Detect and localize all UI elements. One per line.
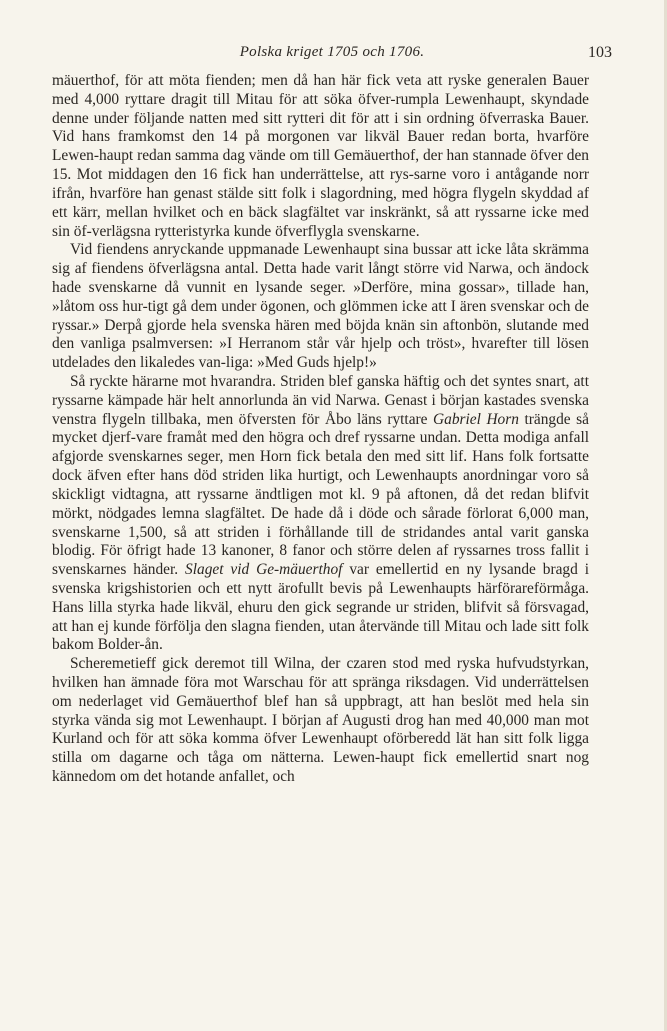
paragraph-4	[52, 655, 589, 787]
page-number: 103	[588, 44, 612, 61]
battle-name: Slaget vid Ge-mäuerthof	[185, 561, 343, 579]
page-header	[52, 44, 612, 70]
text-run: trängde så mycket djerf-vare framåt med den högra och dref ryssarne undan. Detta modiga anfall afgjorde svenskarnes seger, men Horn fick betala den med sitt lif. Hans folk fortsatte dock äfven efter hans död striden lika hurtigt, och Lewenhaupts anordningar voro så skickligt vidtagna, att ryssarne ändtligen mot kl. 9 på aftonen, då det redan blifvit mörkt, nödgades lemna slagfältet. De hade då i döde och sårade förlorat 6,000 man, svenskarne 1,500, så att striden i förhållande till de stridandes antal varit ganska blodig. För öfrigt hade 13 kanoner, 8 fanor och större delen af ryssarnes tross fallit i svenskarnes händer.	[52, 410, 589, 579]
paragraph-3	[52, 373, 589, 655]
person-name-gabriel-horn: Gabriel Horn	[433, 410, 519, 428]
text-run: Vid fiendens anryckande uppmanade Lewenhaupt sina bussar att icke låta skrämma sig af fiendens öfverlägsna antal. Detta hade varit långt större vid Narwa, och ändock hade svenskarne då vunnit en lysande seger. »Derföre, mina gossar», tillade han, »låtom oss hur-tigt gå dem under ögonen, och glömmen icke att I ären svenskar och de ryssar.» Derpå gjorde hela svenska hären med böjda knän sin aftonbön, slutande med den vanliga psalmversen: »I Herranom står vår hjelp och tröst», hvarefter till lösen utdelades den likaledes van-liga: »Med Guds hjelp!»	[52, 241, 589, 372]
paragraph-1	[52, 72, 589, 241]
body-text	[52, 72, 589, 787]
text-run: Så ryckte härarne mot hvarandra. Striden blef ganska häftig och det syntes snart, att ryssarne kämpade här helt annorlunda än vid Narwa. Genast i början kastades svenska venstra flygeln tillbaka, men öfversten för Åbo läns ryttare	[52, 373, 589, 428]
paragraph-2	[52, 241, 589, 373]
text-run: Scheremetieff gick deremot till Wilna, der czaren stod med ryska hufvudstyrkan, hvilken han ämnade föra mot Warschau för att spränga riksdagen. Vid underrättelsen om nederlaget vid Gemäuerthof blef han så uppbragt, att han beslöt med hela sin styrka vända sig mot Lewenhaupt. I början af Augusti drog han med 40,000 man mot Kurland och för att söka komma öfver Lewenhaupt oförberedd lät han sitt folk ligga stilla om dagarne och tåga om nätterna. Lewen-haupt fick emellertid snart nog kännedom om det hotande anfallet, och	[52, 655, 589, 786]
text-run: var emellertid en ny lysande bragd i svenska krigshistorien och ett nytt ärofullt bevis på Lewenhaupts härförareförmåga. Hans lilla styrka hade likväl, ehuru den gick segrande ur striden, blifvit så försvagad, att han ej kunde förfölja den slagna fienden, utan återvände till Mitau och lade sitt folk bakom Bolder-ån.	[52, 561, 589, 654]
text-run: mäuerthof, för att möta fienden; men då han här fick veta att ryske generalen Bauer med 4,000 ryttare dragit till Mitau för att söka öfver-rumpla Lewenhaupt, skyndade denne under följande natten med sitt rytteri dit för att i sin ordning öfverraska Bauer. Vid hans framkomst den 14 på morgonen var likväl Bauer redan borta, hvarföre Lewen-haupt redan samma dag vände om till Gemäuerthof, der han stannade öfver den 15. Mot middagen den 16 fick han underrättelse, att rys-sarne voro i antågande norr ifrån, hvarföre han genast stälde sitt folk i slagordning, med högra flygeln skyddad af ett kärr, mellan hvilket och en bäck slagfältet var inskränkt, så att ryssarne icke med sin öf-verlägsna rytteristyrka kunde öfverflygla svenskarne.	[52, 72, 589, 240]
running-title: Polska kriget 1705 och 1706.	[239, 44, 425, 60]
